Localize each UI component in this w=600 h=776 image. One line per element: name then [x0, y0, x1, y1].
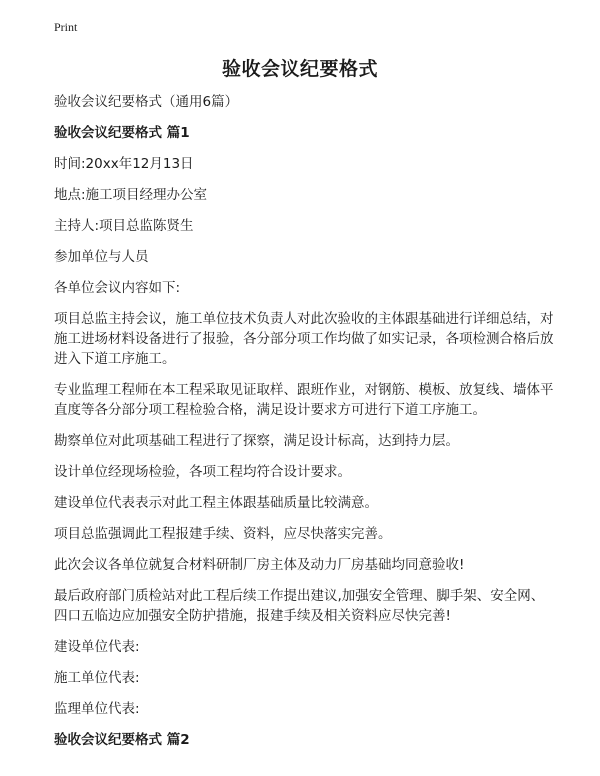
paragraph: 此次会议各单位就复合材料研制厂房主体及动力厂房基础均同意验收!: [54, 557, 465, 573]
meeting-participants: 参加单位与人员: [54, 249, 149, 265]
print-link[interactable]: Print: [54, 20, 78, 34]
section-heading-2: 验收会议纪要格式 篇2: [54, 732, 190, 748]
paragraph: 设计单位经现场检验，各项工程均符合设计要求。: [54, 464, 351, 480]
paragraph: 勘察单位对此项基础工程进行了探察，满足设计标高，达到持力层。: [54, 433, 459, 449]
page-title: 验收会议纪要格式: [221, 58, 378, 80]
section-heading-1: 验收会议纪要格式 篇1: [54, 125, 190, 141]
paragraph: 最后政府部门质检站对此工程后续工作提出建议,加强安全管理、脚手架、安全网、四口五临边应加强安全防护措施，报建手续及相关资料应尽快完善!: [54, 588, 545, 624]
meeting-time: 时间:20xx年12月13日: [54, 156, 194, 172]
meeting-intro: 各单位会议内容如下:: [54, 280, 181, 296]
paragraph: 项目总监强调此工程报建手续、资料，应尽快落实完善。: [54, 526, 392, 542]
paragraph: 建设单位代表表示对此工程主体跟基础质量比较满意。: [54, 495, 378, 511]
document-subtitle: 验收会议纪要格式（通用6篇）: [54, 94, 239, 110]
document-body: [54, 92, 554, 761]
signature-supervisor: 监理单位代表:: [54, 701, 140, 717]
meeting-host: 主持人:项目总监陈贤生: [54, 218, 194, 234]
signature-contractor: 施工单位代表:: [54, 670, 140, 686]
meeting-location: 地点:施工项目经理办公室: [54, 187, 208, 203]
paragraph: 专业监理工程师在本工程采取见证取样、跟班作业，对钢筋、模板、放复线、墙体平直度等各分部分项工程检验合格，满足设计要求方可进行下道工序施工。: [54, 382, 554, 418]
paragraph: 项目总监主持会议，施工单位技术负责人对此次验收的主体跟基础进行详细总结，对施工进场材料设备进行了报验，各分部分项工作均做了如实记录，各项检测合格后放进入下道工序施工。: [54, 311, 554, 367]
signature-builder: 建设单位代表:: [54, 639, 140, 655]
